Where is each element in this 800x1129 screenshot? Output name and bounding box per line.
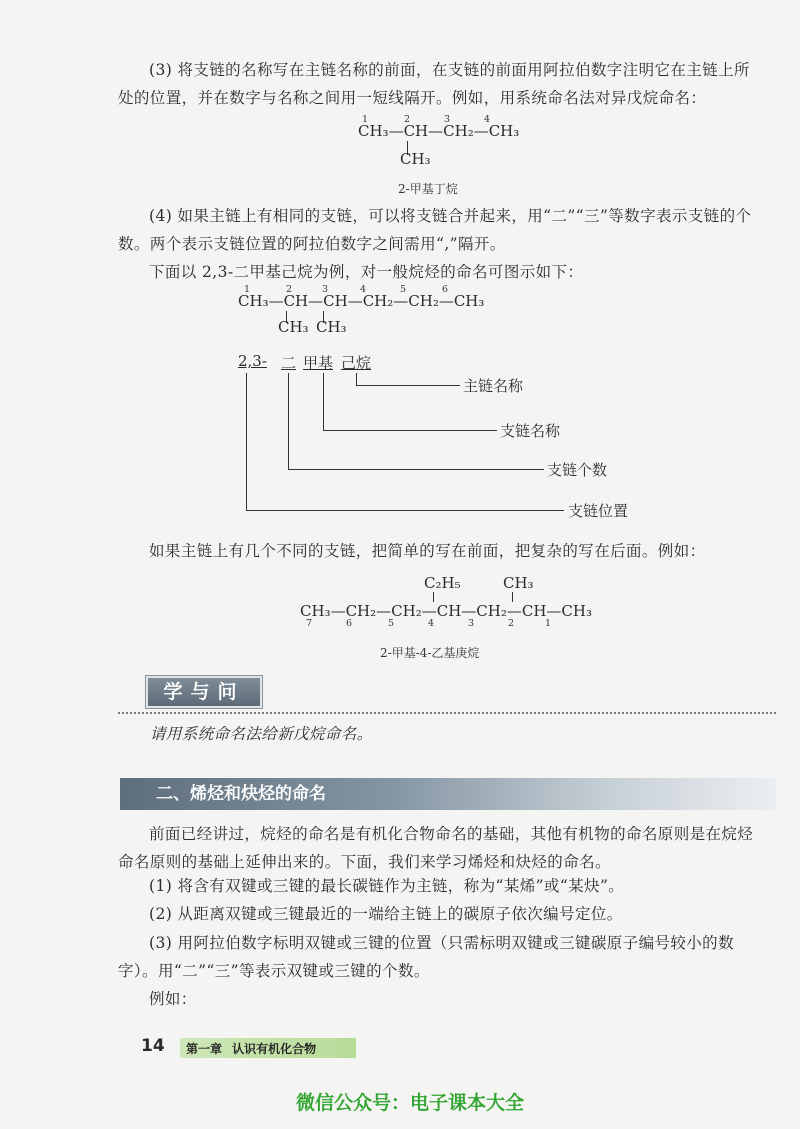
main-chain-formula: CH₃—CH₂—CH₂—CH—CH₂—CH—CH₃ xyxy=(300,602,592,620)
paragraph-rule-3: (3) 将支链的名称写在主链名称的前面，在支链的前面用阿拉伯数字注明它在主链上所处的位置，并在数字与名称之间用一短线隔开。例如，用系统命名法对异戊烷命名： xyxy=(118,61,750,107)
carbon-number: 7 xyxy=(306,618,313,629)
xuewen-header: 学与问 xyxy=(146,676,262,708)
connector-line xyxy=(288,469,544,470)
branch-formula: CH₃ xyxy=(278,318,309,336)
connector-line xyxy=(323,373,324,430)
section-title: 二、烯烃和炔烃的命名 xyxy=(156,784,326,804)
label-main-chain: 主链名称 xyxy=(463,377,524,395)
carbon-number: 6 xyxy=(442,284,449,295)
paragraph-example-label: 例如： xyxy=(149,990,197,1008)
label-branch-position: 支链位置 xyxy=(568,502,629,520)
branch-bond xyxy=(433,592,434,602)
label-branch-name: 支链名称 xyxy=(500,422,561,440)
carbon-number: 4 xyxy=(484,114,491,125)
label-branch-count: 支链个数 xyxy=(547,461,608,479)
paragraph-intro-alkenes: 前面已经讲过，烷烃的命名是有机化合物命名的基础，其他有机物的命名原则是在烷烃命名原则的基础上延伸出来的。下面，我们来学习烯烃和炔烃的命名。 xyxy=(118,825,754,871)
connector-line xyxy=(356,373,357,385)
connector-line xyxy=(323,430,497,431)
carbon-number: 1 xyxy=(362,114,369,125)
branch-formula: CH₃ xyxy=(316,318,347,336)
dotted-divider xyxy=(118,712,776,714)
main-chain-formula: CH₃—CH—CH₂—CH₃ xyxy=(358,122,520,140)
branch-bond xyxy=(512,592,513,602)
connector-line xyxy=(356,385,460,386)
main-chain-formula: CH₃—CH—CH—CH₂—CH₂—CH₃ xyxy=(238,292,485,310)
paragraph-rule-alkene-3: (3) 用阿拉伯数字标明双键或三键的位置（只需标明双键或三键碳原子编号较小的数字）。用“二”“三”等表示双键或三键的个数。 xyxy=(118,934,734,980)
connector-line xyxy=(246,510,564,511)
name-part-position: 2,3- xyxy=(238,352,267,370)
carbon-number: 1 xyxy=(244,284,251,295)
name-part-branch: 甲基 xyxy=(303,354,334,372)
paragraph-rule-alkene-2: (2) 从距离双键或三键最近的一端给主链上的碳原子依次编号定位。 xyxy=(149,905,623,923)
paragraph-rule-4: (4) 如果主链上有相同的支链，可以将支链合并起来，用“二”“三”等数字表示支链的个数。两个表示支链位置的阿拉伯数字之间需用“,”隔开。 xyxy=(118,207,752,253)
branch-formula: C₂H₅ xyxy=(424,574,461,592)
branch-formula: CH₃ xyxy=(400,150,431,168)
carbon-number: 5 xyxy=(400,284,407,295)
connector-line xyxy=(246,373,247,510)
paragraph-different-branches: 如果主链上有几个不同的支链，把简单的写在前面，把复杂的写在后面。例如： xyxy=(149,542,706,560)
structure-caption: 2-甲基-4-乙基庚烷 xyxy=(380,646,480,660)
carbon-number: 4 xyxy=(428,618,435,629)
watermark-text: 微信公众号：电子课本大全 xyxy=(296,1092,525,1114)
carbon-number: 2 xyxy=(508,618,515,629)
carbon-number: 3 xyxy=(322,284,329,295)
carbon-number: 3 xyxy=(468,618,475,629)
carbon-number: 4 xyxy=(360,284,367,295)
carbon-number: 2 xyxy=(404,114,411,125)
structure-caption: 2-甲基丁烷 xyxy=(398,182,458,196)
xuewen-question: 请用系统命名法给新戊烷命名。 xyxy=(150,725,373,743)
carbon-number: 5 xyxy=(388,618,395,629)
page-number: 14 xyxy=(141,1036,165,1056)
name-part-count: 二 xyxy=(281,354,297,372)
branch-formula: CH₃ xyxy=(503,574,534,592)
carbon-number: 6 xyxy=(346,618,353,629)
paragraph-rule-alkene-1: (1) 将含有双键或三键的最长碳链作为主链，称为“某烯”或“某炔”。 xyxy=(149,877,625,895)
carbon-number: 3 xyxy=(444,114,451,125)
carbon-number: 2 xyxy=(286,284,293,295)
connector-line xyxy=(288,373,289,469)
paragraph-example-intro: 下面以 2,3-二甲基己烷为例，对一般烷烃的命名可图示如下： xyxy=(149,263,584,281)
name-part-main: 己烷 xyxy=(341,354,372,372)
chapter-title: 第一章 认识有机化合物 xyxy=(186,1042,317,1056)
carbon-number: 1 xyxy=(545,618,552,629)
